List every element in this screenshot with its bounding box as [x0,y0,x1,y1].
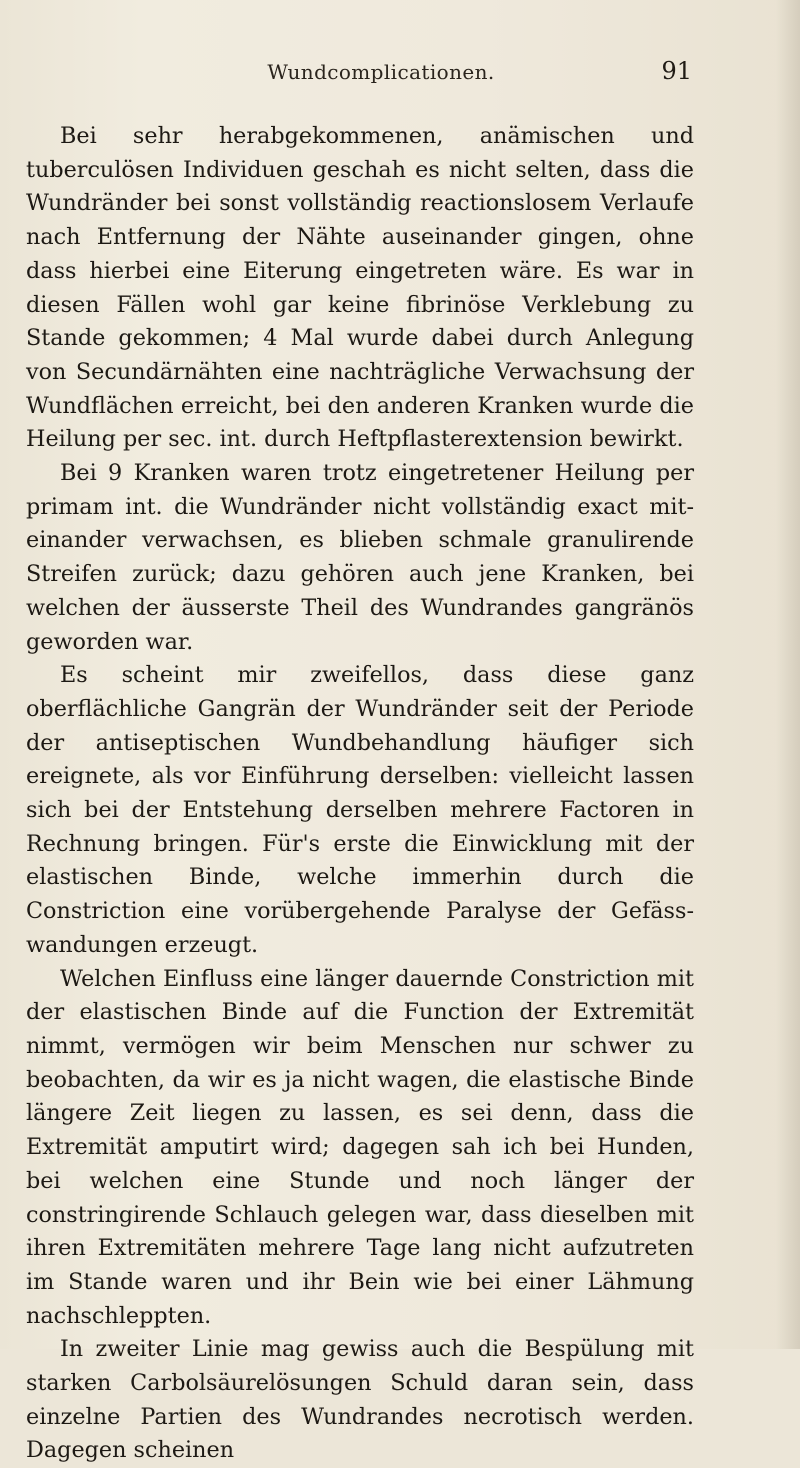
paragraph-3: Es scheint mir zweifellos, dass diese ganz oberflächliche Gangrän der Wundränder seit der Periode der antiseptischen Wundbehandlung häufiger sich ereignete, als vor Einführung derselben: vielleicht lassen sich bei der Entstehung derselben mehrere Factoren in Rechnung bringen. Für's erste die Einwicklung mit der elastischen Binde, welche immerhin durch die Constriction eine vorübergehende Paralyse der Gefässwandungen erzeugt. [26,662,694,958]
page-header [70,58,692,90]
paragraph-4: Welchen Einfluss eine länger dauernde Constriction mit der elastischen Binde auf die Function der Extremität nimmt, vermögen wir beim Menschen nur schwer zu beobachten, da wir es ja nicht wagen, die elastische Binde längere Zeit liegen zu lassen, es sei denn, dass die Extremität amputirt wird; dagegen sah ich bei Hunden, bei welchen eine Stunde und noch länger der constringirende Schlauch gelegen war, dass dieselben mit ihren Extremitäten mehrere Tage lang nicht aufzutreten im Stande waren und ihr Bein wie bei einer Lähmung nachschleppten. [26,965,694,1329]
paragraph-5: In zweiter Linie mag gewiss auch die Bespülung mit starken Carbolsäurelösungen Schuld daran sein, dass einzelne Partien des Wundrandes necrotisch werden. Dagegen scheinen [26,1336,694,1464]
page-number: 91 [661,57,692,85]
body-text [26,120,694,1468]
paragraph-1: Bei sehr herabgekommenen, anämischen und tuberculösen Individuen geschah es nicht selten, dass die Wundränder bei sonst vollständig reactionslosem Verlaufe nach Entfernung der Nähte auseinander gingen, ohne dass hierbei eine Eiterung eingetreten wäre. Es war in diesen Fällen wohl gar keine fibrinöse Verklebung zu Stande gekommen; 4 Mal wurde dabei durch Anlegung von Secundärnähten eine nachträgliche Verwachsung der Wundflächen erreicht, bei den anderen Kranken wurde die Heilung per sec. int. durch Heftpflasterextension bewirkt. [26,123,694,453]
paragraph-2: Bei 9 Kranken waren trotz eingetretener Heilung per primam int. die Wundränder nicht vollständig exact miteinander verwachsen, es blieben schmale granulirende Streifen zurück; dazu gehören auch jene Kranken, bei welchen der äusserste Theil des Wundrandes gangränös geworden war. [26,460,694,655]
running-title: Wundcomplicationen. [267,60,495,84]
page-edge-shadow [776,0,800,1349]
